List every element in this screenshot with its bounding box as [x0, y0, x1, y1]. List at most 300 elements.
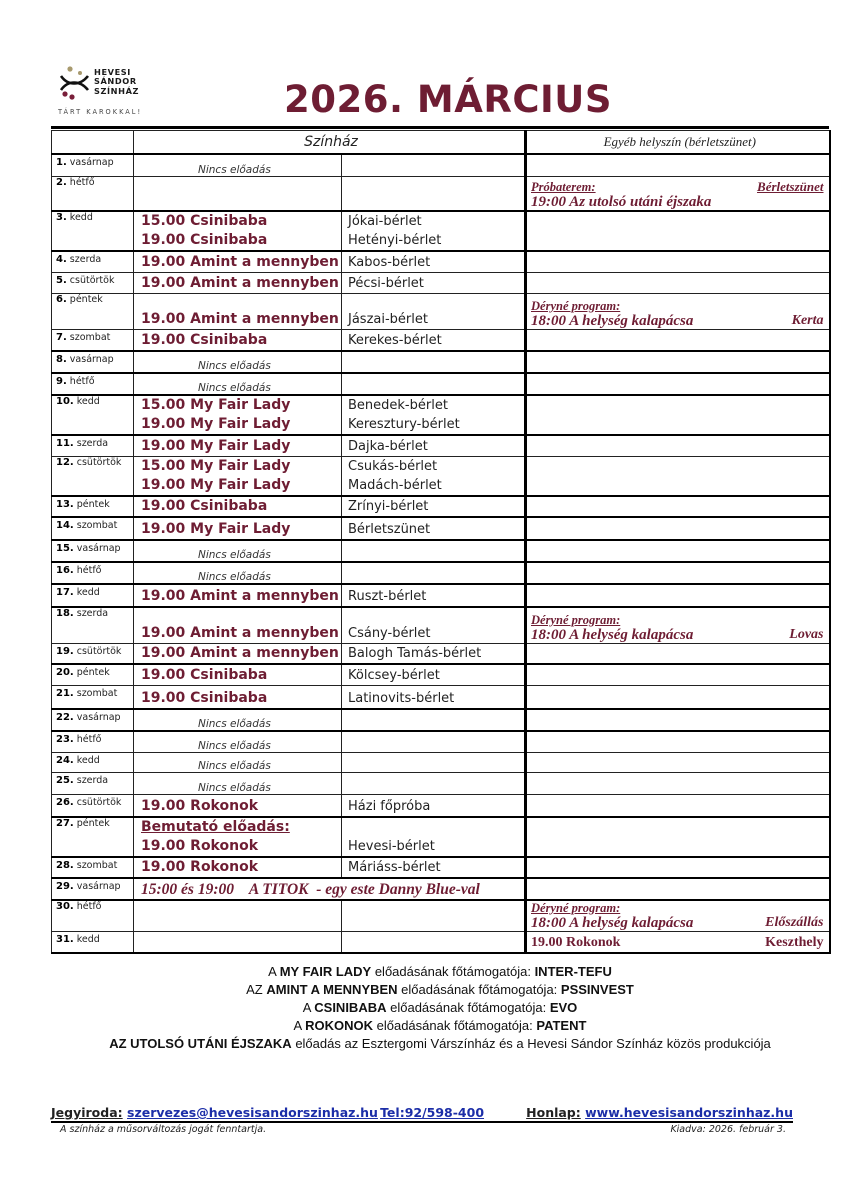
other-venue-cell: [526, 329, 830, 351]
sponsor-name: EVO: [549, 1000, 578, 1015]
other-venue-cell: [526, 931, 830, 953]
day-name: vasárnap: [69, 354, 114, 365]
day-cell: [52, 664, 134, 686]
day-name: szerda: [76, 438, 109, 449]
sponsor-text: előadásának főtámogatója:: [371, 964, 535, 979]
season-ticket: Keresztury-bérlet: [348, 417, 460, 432]
day-label: [56, 901, 133, 912]
season-ticket-cell: [342, 817, 526, 857]
day-cell: [52, 795, 134, 817]
day-name: kedd: [76, 755, 100, 766]
show-cell: [134, 900, 342, 932]
show-title[interactable]: 15.00 My Fair Lady: [141, 397, 291, 413]
event-title: 19:00 Az utolsó utáni éjszaka: [531, 194, 712, 210]
day-number: 26.: [56, 797, 74, 808]
logo-line-3: SZÍNHÁZ: [94, 85, 140, 96]
day-cell: [52, 496, 134, 517]
event-title: 18:00 A helység kalapácsa: [531, 312, 694, 329]
season-ticket-cell: [342, 584, 526, 607]
show-title[interactable]: 19.00 Amint a mennyben: [141, 624, 339, 641]
season-ticket-cell: [342, 251, 526, 272]
season-ticket: Dajka-bérlet: [348, 438, 428, 454]
event-location: Keszthely: [765, 935, 824, 950]
day-cell: [52, 351, 134, 373]
day-number: 17.: [56, 587, 74, 598]
day-name: szombat: [76, 520, 118, 531]
sponsor-prefix: A: [302, 1000, 315, 1015]
day-row: [52, 753, 830, 773]
header-theatre: Színház: [134, 131, 526, 155]
day-cell: [52, 176, 134, 211]
event-location: Kerta: [791, 312, 824, 328]
website-label: Honlap:: [526, 1105, 581, 1120]
day-row: [52, 857, 830, 878]
day-label: [56, 376, 133, 387]
show-cell: [134, 709, 342, 731]
day-row: [52, 540, 830, 562]
show-cell: [134, 251, 342, 272]
show-cell: [134, 857, 342, 878]
show-title[interactable]: 15.00 My Fair Lady: [141, 458, 291, 474]
production-title: MY FAIR LADY: [279, 964, 372, 979]
website-link[interactable]: www.hevesisandorszinhaz.hu: [585, 1105, 793, 1120]
no-show-label: Nincs előadás: [198, 360, 271, 372]
event-title: 19.00 Rokonok: [531, 935, 621, 950]
show-title[interactable]: 19.00 Amint a mennyben: [141, 253, 339, 270]
show-cell: [134, 293, 342, 329]
contact-footer: [51, 1105, 793, 1123]
show-title[interactable]: 19.00 Rokonok: [141, 797, 259, 814]
day-number: 24.: [56, 755, 74, 766]
ticket-office-label: Jegyiroda:: [51, 1105, 123, 1120]
day-name: hétfő: [76, 900, 102, 912]
show-cell: [134, 795, 342, 817]
show-cell: [134, 607, 342, 643]
day-name: csütörtök: [76, 797, 122, 808]
event-title: 18:00 A helység kalapácsa: [531, 914, 694, 931]
other-venue-event[interactable]: [531, 915, 829, 931]
day-cell: [52, 395, 134, 435]
day-name: kedd: [76, 396, 100, 407]
day-number: 3.: [56, 212, 67, 223]
other-venue-cell: [526, 496, 830, 517]
sponsor-line: [51, 1035, 829, 1053]
season-ticket-cell: [342, 435, 526, 456]
disclaimer: A színház a műsorváltozás jogát fenntartja.: [60, 1124, 267, 1135]
sponsor-line: [51, 999, 829, 1017]
day-number: 30.: [56, 900, 74, 912]
show-cell: [134, 435, 342, 456]
special-event[interactable]: 15:00 és 19:00 A TITOK - egy este Danny Blue-val: [141, 880, 480, 898]
day-number: 5.: [56, 274, 67, 286]
other-venue-cell: [526, 643, 830, 664]
day-row: [52, 562, 830, 584]
day-number: 23.: [56, 733, 74, 745]
day-name: hétfő: [69, 376, 95, 387]
day-name: csütörtök: [69, 274, 115, 286]
day-cell: [52, 931, 134, 953]
day-name: szerda: [76, 775, 109, 786]
production-title: AZ UTOLSÓ UTÁNI ÉJSZAKA: [109, 1036, 292, 1051]
show-cell: [134, 272, 342, 293]
day-number: 19.: [56, 645, 74, 657]
day-number: 1.: [56, 157, 67, 168]
season-ticket-cell: [342, 373, 526, 395]
day-row: [52, 686, 830, 709]
day-label: [56, 157, 133, 168]
show-title[interactable]: 19.00 My Fair Lady: [141, 416, 291, 432]
show-cell: [134, 878, 526, 900]
season-ticket: Hetényi-bérlet: [348, 233, 442, 248]
day-number: 15.: [56, 543, 74, 554]
season-ticket: Zrínyi-bérlet: [348, 499, 429, 514]
day-label: [56, 212, 133, 223]
season-ticket: Bérletszünet: [348, 522, 431, 537]
venue-note: Bérletszünet: [757, 179, 824, 194]
day-row: [52, 731, 830, 753]
show-title[interactable]: 19.00 My Fair Lady: [141, 437, 291, 454]
season-ticket-cell: [342, 607, 526, 643]
day-name: kedd: [76, 587, 100, 598]
day-number: 29.: [56, 880, 74, 892]
day-cell: [52, 211, 134, 251]
other-venue-cell: [526, 540, 830, 562]
day-cell: [52, 686, 134, 709]
season-ticket-cell: [342, 176, 526, 211]
day-name: péntek: [69, 293, 103, 305]
season-ticket: Latinovits-bérlet: [348, 690, 455, 706]
sponsor-name: PSSINVEST: [560, 982, 634, 997]
season-ticket-cell: [342, 731, 526, 753]
show-cell: [134, 540, 342, 562]
other-venue-cell: [526, 686, 830, 709]
venue-program-label: Próbaterem:: [531, 180, 596, 194]
show-title[interactable]: 19.00 My Fair Lady: [141, 477, 291, 493]
day-row: [52, 395, 830, 435]
day-number: 22.: [56, 711, 74, 723]
day-number: 12.: [56, 456, 74, 468]
other-venue-cell: [526, 773, 830, 795]
show-title[interactable]: 19.00 Amint a mennyben: [141, 588, 339, 604]
season-ticket-cell: [342, 293, 526, 329]
show-cell: [134, 517, 342, 540]
day-number: 8.: [56, 354, 67, 365]
season-ticket-cell: [342, 351, 526, 373]
day-label: [56, 934, 133, 945]
day-name: kedd: [76, 933, 100, 945]
show-cell: [134, 773, 342, 795]
season-ticket-cell: [342, 857, 526, 878]
premiere-label: Bemutató előadás:: [141, 818, 290, 835]
logo-name: [94, 68, 139, 96]
day-name: szerda: [69, 254, 102, 265]
show-title[interactable]: 19.00 Amint a mennyben: [141, 310, 339, 327]
title-divider: [51, 126, 829, 129]
no-show-label: Nincs előadás: [198, 163, 271, 176]
day-label: [56, 275, 133, 286]
day-label: [56, 646, 133, 657]
sponsor-name: INTER-TEFU: [534, 964, 612, 979]
season-ticket: Ruszt-bérlet: [348, 589, 427, 604]
day-label: [56, 755, 133, 766]
day-label: [56, 457, 133, 468]
other-venue-cell: [526, 878, 830, 900]
day-label: [56, 608, 133, 619]
no-show-label: Nincs előadás: [198, 549, 271, 561]
day-number: 18.: [56, 608, 74, 619]
email-link[interactable]: szervezes@hevesisandorszinhaz.hu: [127, 1105, 378, 1120]
other-venue-cell: [526, 373, 830, 395]
other-venue-event[interactable]: [531, 194, 829, 210]
day-cell: [52, 251, 134, 272]
logo-line-2: SÁNDOR: [94, 76, 137, 87]
day-cell: [52, 731, 134, 753]
sponsors-block: [51, 963, 829, 1053]
day-name: péntek: [76, 666, 110, 678]
other-venue-cell: [526, 817, 830, 857]
other-venue-event[interactable]: [531, 313, 829, 329]
season-ticket: Máriáss-bérlet: [348, 859, 441, 875]
event-location: Előszállás: [765, 914, 824, 930]
other-venue-cell: [526, 435, 830, 456]
day-number: 20.: [56, 666, 74, 678]
day-cell: [52, 272, 134, 293]
day-row: [52, 817, 830, 857]
sponsor-prefix: AZ: [246, 982, 267, 997]
show-title[interactable]: 19.00 My Fair Lady: [141, 521, 291, 537]
day-number: 4.: [56, 254, 67, 265]
show-cell: [134, 931, 342, 953]
day-name: péntek: [76, 817, 110, 829]
sponsor-text: előadásának főtámogatója:: [386, 1000, 550, 1015]
other-venue-cell: [526, 900, 830, 932]
sponsor-line: [51, 963, 829, 981]
show-cell: [134, 584, 342, 607]
day-row: [52, 795, 830, 817]
day-name: szombat: [76, 859, 118, 871]
show-title[interactable]: 19.00 Csinibaba: [141, 667, 268, 683]
season-ticket: Kabos-bérlet: [348, 254, 431, 270]
season-ticket-cell: [342, 686, 526, 709]
season-ticket: Kerekes-bérlet: [348, 333, 442, 348]
day-number: 11.: [56, 438, 74, 449]
day-label: [56, 332, 133, 343]
day-label: [56, 396, 133, 407]
season-ticket: Kölcsey-bérlet: [348, 668, 440, 683]
day-name: szombat: [69, 331, 111, 343]
day-number: 10.: [56, 396, 74, 407]
season-ticket: Balogh Tamás-bérlet: [348, 645, 482, 661]
logo-tagline: TÁRT KAROKKAL!: [58, 108, 143, 116]
day-row: [52, 664, 830, 686]
day-label: [56, 712, 133, 723]
show-title[interactable]: 19.00 Csinibaba: [141, 332, 268, 348]
day-name: vasárnap: [76, 543, 121, 554]
season-ticket: Madách-bérlet: [348, 478, 442, 493]
day-row: [52, 517, 830, 540]
other-venue-cell: [526, 607, 830, 643]
season-ticket-cell: [342, 562, 526, 584]
day-row: [52, 435, 830, 456]
day-row: [52, 584, 830, 607]
day-row: [52, 176, 830, 211]
season-ticket-cell: [342, 496, 526, 517]
day-name: vasárnap: [76, 880, 121, 892]
day-cell: [52, 643, 134, 664]
season-ticket: Csány-bérlet: [348, 625, 431, 641]
day-number: 14.: [56, 520, 74, 531]
day-label: [56, 797, 133, 808]
no-show-label: Nincs előadás: [198, 571, 271, 583]
day-name: hétfő: [76, 733, 102, 745]
day-label: [56, 499, 133, 510]
day-row: [52, 351, 830, 373]
day-number: 28.: [56, 859, 74, 871]
other-venue-event[interactable]: [531, 627, 829, 643]
day-cell: [52, 456, 134, 496]
show-title[interactable]: 19.00 Rokonok: [141, 837, 259, 854]
page-title: 2026. MÁRCIUS: [284, 78, 612, 121]
day-name: vasárnap: [76, 711, 121, 723]
other-venue-cell: [526, 517, 830, 540]
other-venue-cell: [526, 753, 830, 773]
day-cell: [52, 709, 134, 731]
show-cell: [134, 154, 342, 176]
no-show-label: Nincs előadás: [198, 382, 271, 394]
other-venue-cell: [526, 857, 830, 878]
other-venue-cell: [526, 584, 830, 607]
website: [526, 1105, 793, 1120]
show-cell: [134, 329, 342, 351]
show-title[interactable]: 19.00 Csinibaba: [141, 232, 268, 248]
day-row: [52, 251, 830, 272]
day-number: 6.: [56, 293, 67, 305]
day-label: [56, 438, 133, 449]
day-cell: [52, 857, 134, 878]
day-number: 13.: [56, 499, 74, 510]
header-day-cell: [52, 131, 134, 155]
theatre-logo: [58, 64, 158, 124]
day-row: [52, 931, 830, 953]
day-cell: [52, 900, 134, 932]
day-cell: [52, 753, 134, 773]
sponsor-line: [51, 981, 829, 999]
day-name: csütörtök: [76, 645, 122, 657]
other-venue-cell: [526, 709, 830, 731]
sponsor-text: előadás az Esztergomi Várszínház és a Hevesi Sándor Színház közös produkciója: [291, 1036, 771, 1051]
day-label: [56, 177, 133, 188]
other-venue-cell: [526, 664, 830, 686]
day-cell: [52, 517, 134, 540]
show-title[interactable]: 15.00 Csinibaba: [141, 213, 268, 229]
day-number: 27.: [56, 817, 74, 829]
day-number: 25.: [56, 775, 74, 786]
day-label: [56, 734, 133, 745]
season-ticket-cell: [342, 795, 526, 817]
sponsor-prefix: A: [293, 1018, 306, 1033]
season-ticket-cell: [342, 540, 526, 562]
day-row: [52, 878, 830, 900]
show-title[interactable]: 19.00 Amint a mennyben: [141, 644, 339, 661]
day-label: [56, 294, 133, 305]
show-cell: [134, 731, 342, 753]
show-title[interactable]: 19.00 Amint a mennyben: [141, 274, 339, 291]
day-name: csütörtök: [76, 456, 122, 468]
show-cell: [134, 456, 342, 496]
show-title[interactable]: 19.00 Rokonok: [141, 858, 259, 875]
show-title[interactable]: 19.00 Csinibaba: [141, 498, 268, 514]
day-label: [56, 860, 133, 871]
event-title: 18:00 A helység kalapácsa: [531, 626, 694, 643]
season-ticket-cell: [342, 753, 526, 773]
show-cell: [134, 686, 342, 709]
season-ticket-cell: [342, 931, 526, 953]
other-venue-heading: [531, 299, 829, 313]
day-label: [56, 818, 133, 829]
day-cell: [52, 293, 134, 329]
day-row: [52, 773, 830, 795]
other-venue-cell: [526, 176, 830, 211]
other-venue-cell: [526, 251, 830, 272]
show-cell: [134, 562, 342, 584]
show-cell: [134, 395, 342, 435]
season-ticket: Jókai-bérlet: [348, 214, 422, 229]
day-row: [52, 154, 830, 176]
other-venue-cell: [526, 272, 830, 293]
other-venue-cell: [526, 351, 830, 373]
season-ticket-cell: [342, 272, 526, 293]
sponsor-text: előadásának főtámogatója:: [397, 982, 561, 997]
show-cell: [134, 643, 342, 664]
season-ticket-cell: [342, 643, 526, 664]
sponsor-text: előadásának főtámogatója:: [373, 1018, 537, 1033]
other-venue-event[interactable]: [531, 934, 829, 952]
day-row: [52, 293, 830, 329]
show-title[interactable]: 19.00 Csinibaba: [141, 689, 268, 706]
day-number: 2.: [56, 176, 67, 188]
day-number: 9.: [56, 376, 67, 387]
day-label: [56, 775, 133, 786]
season-ticket-cell: [342, 900, 526, 932]
season-ticket: Csukás-bérlet: [348, 459, 438, 474]
day-row: [52, 607, 830, 643]
sponsor-name: PATENT: [536, 1018, 587, 1033]
day-label: [56, 688, 133, 699]
schedule-table: [51, 130, 831, 954]
day-name: kedd: [69, 212, 93, 223]
day-cell: [52, 773, 134, 795]
day-cell: [52, 584, 134, 607]
day-name: hétfő: [76, 565, 102, 576]
issued-date: Kiadva: 2026. február 3.: [670, 1124, 786, 1135]
day-cell: [52, 817, 134, 857]
no-show-label: Nincs előadás: [198, 740, 271, 752]
production-title: ROKONOK: [305, 1018, 374, 1033]
day-row: [52, 272, 830, 293]
season-ticket-cell: [342, 154, 526, 176]
day-cell: [52, 329, 134, 351]
show-cell: [134, 373, 342, 395]
day-cell: [52, 373, 134, 395]
day-name: hétfő: [69, 176, 95, 188]
day-row: [52, 329, 830, 351]
phone-link[interactable]: Tel:92/598-400: [380, 1105, 485, 1120]
other-venue-cell: [526, 154, 830, 176]
day-number: 16.: [56, 565, 74, 576]
table-header-row: [52, 131, 830, 155]
day-cell: [52, 562, 134, 584]
sponsor-line: [51, 1017, 829, 1035]
